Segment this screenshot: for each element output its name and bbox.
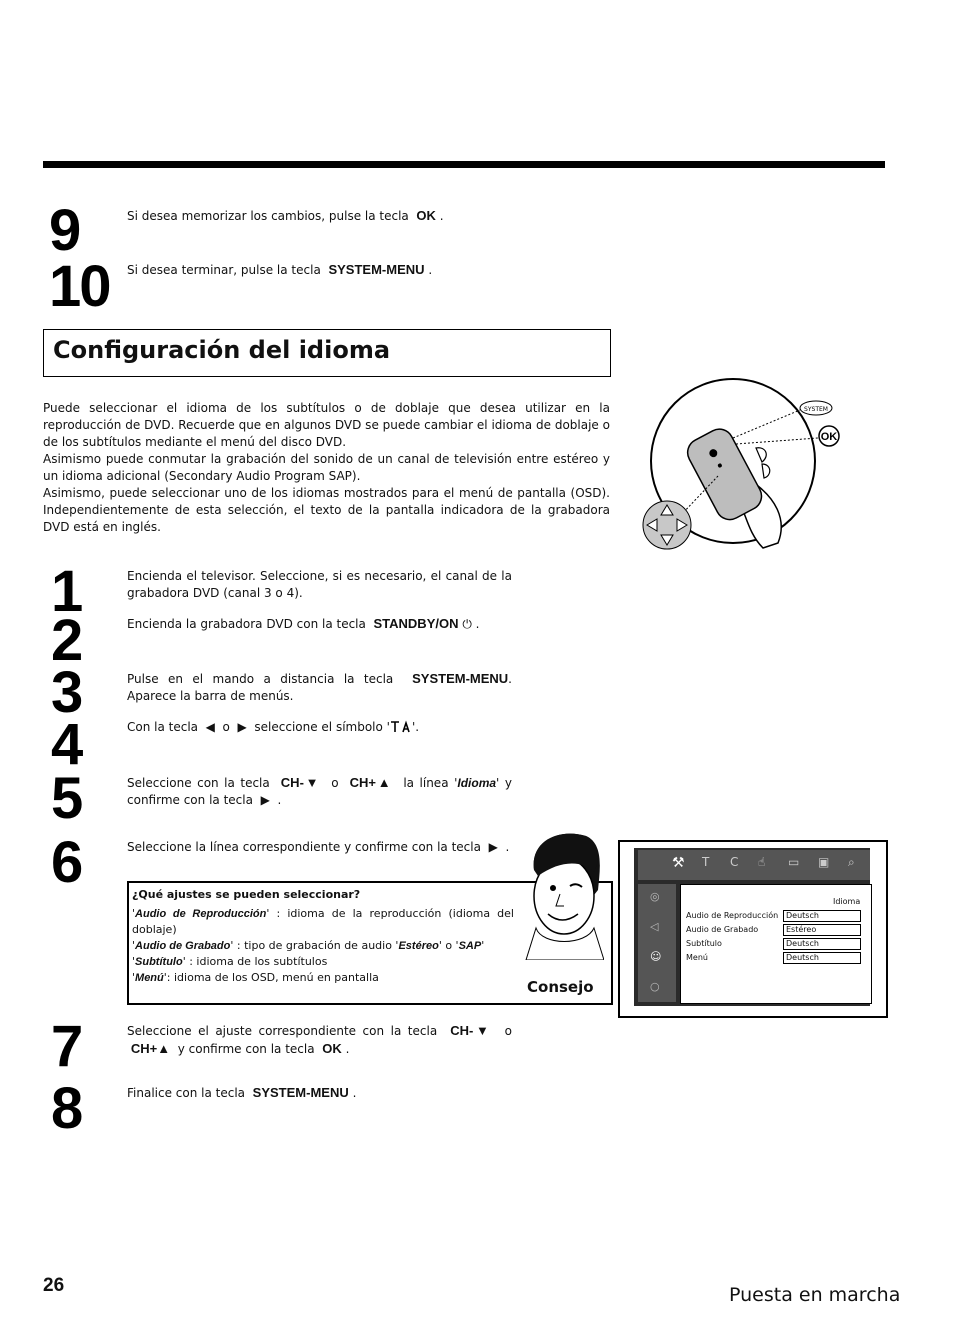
step-number-8: 8 — [51, 1076, 82, 1141]
settings-tools-icon: ⚒ — [672, 855, 685, 871]
step-9-text: Si desea memorizar los cambios, pulse la tecla OK . — [127, 208, 444, 223]
tv-icon: ▭ — [788, 855, 800, 869]
page-number: 26 — [43, 1275, 65, 1296]
system-menu-key: SYSTEM-MENU — [328, 262, 425, 277]
osd-row-label: Menú — [686, 953, 708, 962]
intro-text — [43, 400, 610, 536]
osd-row-label: Subtítulo — [686, 939, 722, 948]
system-button-label: SYSTEM — [804, 406, 828, 413]
hand-icon: ☝ — [758, 855, 766, 869]
top-rule — [43, 161, 885, 168]
intro-paragraph: Asimismo, puede seleccionar uno de los idiomas mostrados para el menú de pantalla (OSD). Independientemente de esta selección, el texto de la pantalla indicadora de la grabadora DVD está en inglés. — [43, 486, 610, 534]
step-7-text: Seleccione el ajuste correspondiente con la tecla CH-▼ o CH+▲ y confirme con la tecla OK . — [127, 1023, 512, 1056]
step-2-text: Encienda la grabadora DVD con la tecla STANDBY/ON ⏻ . — [127, 616, 480, 631]
step-3-text: Pulse en el mando a distancia la tecla SYSTEM-MENU. Aparece la barra de menús. — [127, 671, 512, 703]
step-10-text: Si desea terminar, pulse la tecla SYSTEM-MENU . — [127, 262, 433, 277]
osd-row-label: Audio de Grabado — [686, 925, 759, 934]
step-number-10: 10 — [49, 254, 110, 319]
timer-icon: T — [702, 855, 710, 869]
language-icon: ☺ — [650, 950, 662, 963]
section-title: Configuración del idioma — [53, 336, 391, 364]
step-5-text: Seleccione con la tecla CH-▼ o CH+▲ la línea 'Idioma' y confirme con la tecla ▶ . — [127, 775, 512, 807]
step-number-4: 4 — [51, 712, 82, 777]
tip-box: ¿Qué ajustes se pueden seleccionar? 'Audio de Reproducción' : idioma de la reproducción (idioma del doblaje) 'Audio de Grabado' : tipo de grabación de audio 'Estéreo' o 'SAP' 'Subtítulo' : idioma de los subtítulos 'Menú': idioma de los OSD, menú en pantalla Consejo — [127, 881, 613, 1005]
step-number-9: 9 — [49, 198, 80, 263]
osd-side-bar — [638, 884, 676, 1002]
speaker-icon: ◁ — [650, 920, 659, 933]
intro-paragraph: Puede seleccionar el idioma de los subtítulos o de doblaje que desea utilizar en la reproducción de DVD. Recuerde que en algunos DVD se puede cambiar el idioma de doblaje o de los subtítulos mediante el menú del disco DVD. — [43, 401, 610, 449]
osd-row-value: Deutsch — [783, 938, 861, 950]
camera-icon: ▣ — [818, 855, 830, 869]
step-number-7: 7 — [51, 1014, 82, 1079]
intro-paragraph: Asimismo puede conmutar la grabación del sonido de un canal de televisión entre estéreo y un idioma adicional (Secondary Audio Program SAP). — [43, 452, 610, 483]
clock-icon: C — [730, 855, 739, 869]
osd-row-label: Audio de Reproducción — [686, 911, 779, 920]
osd-content — [680, 884, 872, 1004]
step-number-3: 3 — [51, 660, 82, 725]
step-6-text: Seleccione la línea correspondiente y confirme con la tecla ▶ . — [127, 840, 510, 854]
disc-icon: ◎ — [650, 890, 660, 903]
osd-row-value: Estéreo — [783, 924, 861, 936]
tip-heading: ¿Qué ajustes se pueden seleccionar? — [132, 888, 361, 901]
remote-illustration — [638, 368, 850, 554]
tip-label: Consejo — [527, 978, 594, 996]
osd-menu-bar — [638, 850, 870, 880]
step-number-1: 1 — [51, 559, 82, 624]
settings-tools-icon — [390, 720, 412, 733]
consejo-character-icon — [520, 830, 604, 960]
ok-key: OK — [416, 208, 436, 223]
osd-title: Idioma — [833, 897, 861, 906]
section-title-box — [43, 329, 611, 377]
misc-icon: ○ — [650, 980, 660, 993]
section-footer: Puesta en marcha — [729, 1284, 901, 1306]
osd-row-value: Deutsch — [783, 910, 861, 922]
osd-row-value: Deutsch — [783, 952, 861, 964]
osd-screen — [618, 840, 888, 1018]
step-1-text: Encienda el televisor. Seleccione, si es necesario, el canal de la grabadora DVD (canal 3 o 4). — [127, 569, 512, 600]
step-number-5: 5 — [51, 766, 82, 831]
search-icon: ⌕ — [848, 855, 855, 869]
step-4-text: Con la tecla ◀ o ▶ seleccione el símbolo ' '. — [127, 720, 420, 734]
step-8-text: Finalice con la tecla SYSTEM-MENU . — [127, 1085, 357, 1100]
ok-button-label: OK — [820, 431, 838, 443]
step-number-6: 6 — [51, 830, 82, 895]
step-number-2: 2 — [51, 608, 82, 673]
